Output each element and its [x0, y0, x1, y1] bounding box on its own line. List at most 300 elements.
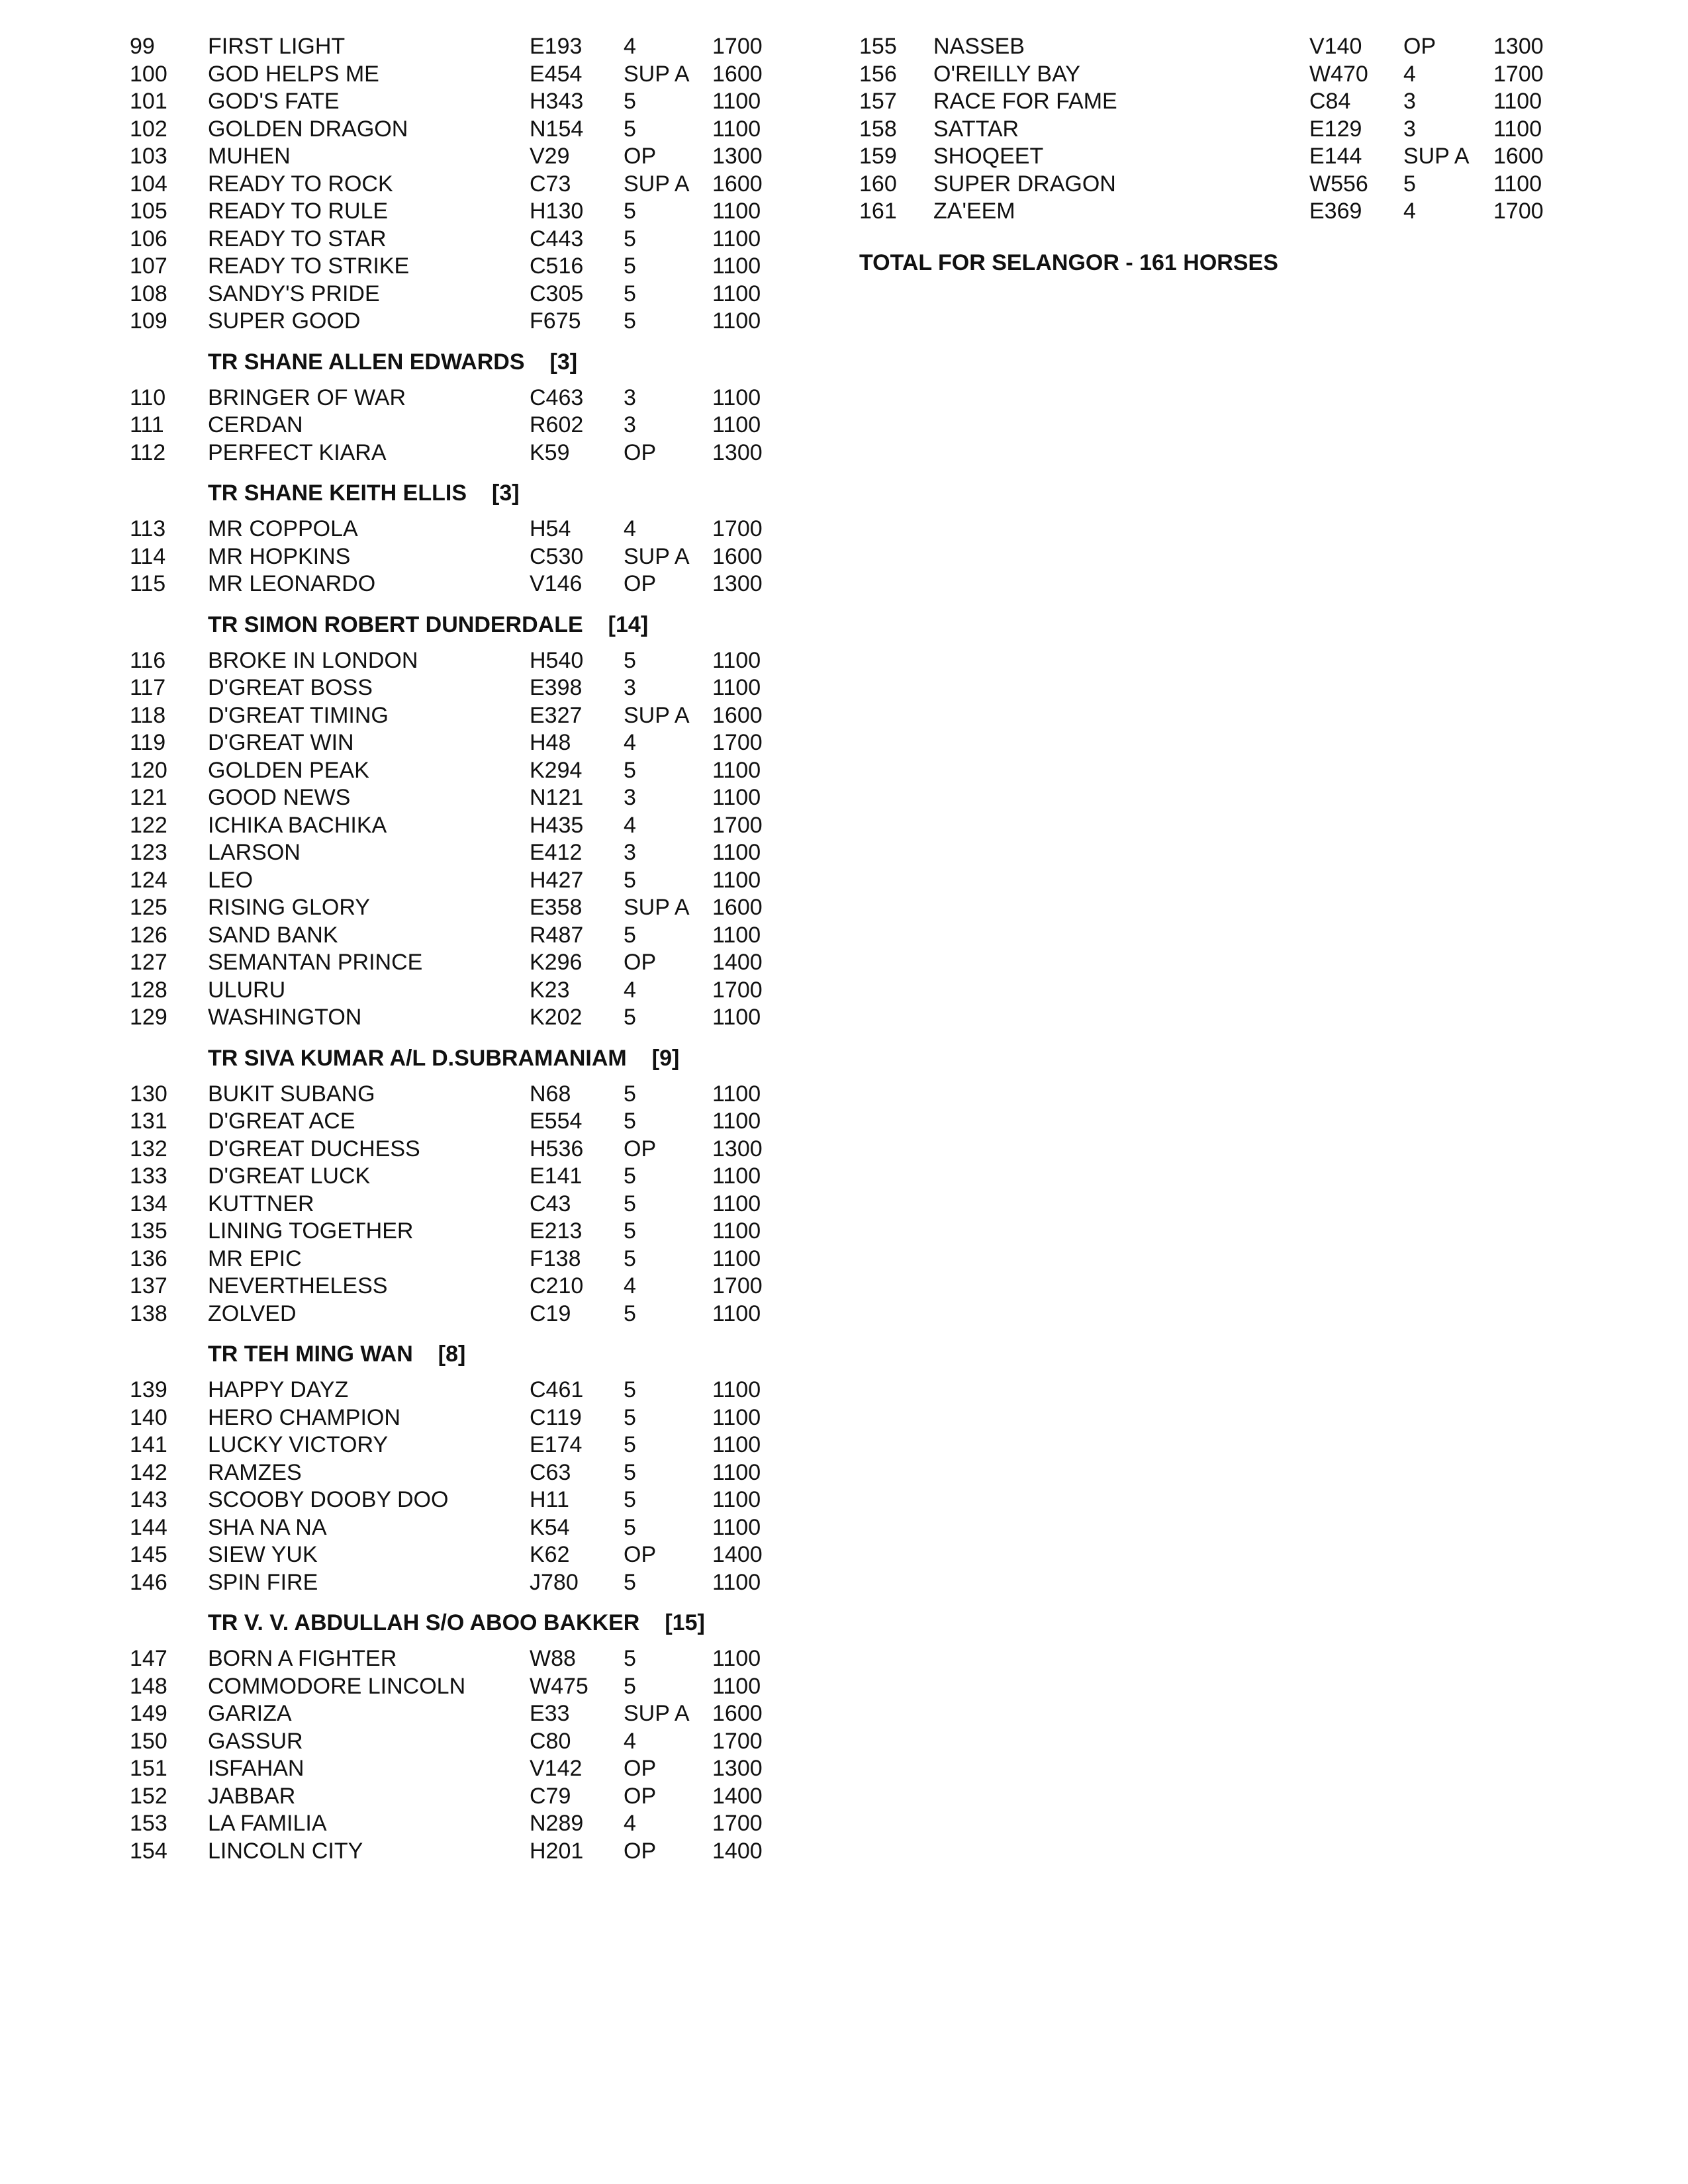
- horse-class: 3: [1403, 89, 1416, 114]
- horse-name: RISING GLORY: [208, 895, 370, 920]
- horse-rating: 1100: [712, 675, 761, 700]
- horse-name: D'GREAT TIMING: [208, 702, 389, 728]
- horse-rating: 1100: [712, 412, 761, 437]
- horse-number: 157: [859, 89, 897, 114]
- horse-row: [130, 784, 792, 812]
- horse-rating: 1100: [712, 385, 761, 410]
- horse-row: [130, 1645, 792, 1673]
- trainer-name: TR TEH MING WAN: [208, 1342, 413, 1367]
- horse-row: [130, 116, 792, 144]
- horse-row: [130, 1810, 792, 1838]
- trainer-name: TR SIMON ROBERT DUNDERDALE: [208, 612, 583, 637]
- trainer-horse-count: [14]: [608, 612, 649, 637]
- horse-rating: 1100: [712, 1163, 761, 1189]
- horse-code: N289: [530, 1811, 584, 1836]
- horse-row: [859, 198, 1587, 226]
- horse-class: 5: [624, 1459, 636, 1485]
- horse-class: 4: [624, 1728, 636, 1754]
- horse-code: H540: [530, 647, 584, 673]
- horse-code: C443: [530, 226, 584, 251]
- horse-class: 5: [624, 226, 636, 251]
- horse-class: OP: [624, 439, 657, 465]
- horse-number: 110: [130, 385, 166, 410]
- horse-class: 5: [624, 1673, 636, 1699]
- horse-rating: 1400: [712, 1542, 763, 1567]
- horse-number: 136: [130, 1246, 167, 1271]
- horse-class: 5: [624, 922, 636, 948]
- horse-number: 111: [130, 412, 164, 437]
- trainer-horse-count: [9]: [651, 1045, 680, 1071]
- horse-name: D'GREAT WIN: [208, 730, 354, 755]
- horse-code: H427: [530, 867, 584, 893]
- horse-code: E144: [1309, 144, 1362, 169]
- horse-number: 125: [130, 895, 167, 920]
- horse-rating: 1400: [712, 1838, 763, 1864]
- horse-number: 107: [130, 253, 167, 279]
- horse-class: 5: [624, 1005, 636, 1030]
- horse-number: 129: [130, 1005, 167, 1030]
- horse-row: [130, 1728, 792, 1756]
- horse-number: 137: [130, 1273, 167, 1298]
- horse-class: 4: [624, 516, 636, 541]
- horse-class: 5: [624, 647, 636, 673]
- horse-code: C73: [530, 171, 571, 197]
- horse-name: D'GREAT LUCK: [208, 1163, 371, 1189]
- horse-code: C305: [530, 281, 584, 306]
- trainer-heading: [130, 605, 792, 645]
- horse-number: 156: [859, 61, 897, 87]
- horse-code: E398: [530, 675, 583, 700]
- horse-number: 103: [130, 144, 167, 169]
- horse-rating: 1300: [1493, 34, 1544, 59]
- horse-number: 105: [130, 199, 167, 224]
- horse-row: [859, 143, 1587, 171]
- horse-code: K294: [530, 757, 583, 783]
- horse-class: OP: [624, 144, 657, 169]
- horse-name: MR HOPKINS: [208, 543, 351, 569]
- horse-rating: 1100: [712, 1005, 761, 1030]
- horse-number: 104: [130, 171, 167, 197]
- horse-row: [130, 1136, 792, 1163]
- horse-rating: 1100: [712, 1081, 761, 1107]
- horse-class: SUP A: [624, 543, 690, 569]
- horse-class: 5: [624, 199, 636, 224]
- horse-code: E358: [530, 895, 583, 920]
- trainer-heading: [130, 1038, 792, 1078]
- horse-number: 117: [130, 675, 166, 700]
- horse-code: K59: [530, 439, 570, 465]
- horse-class: 4: [624, 34, 636, 59]
- horse-class: 4: [624, 812, 636, 838]
- horse-class: 5: [624, 1646, 636, 1671]
- horse-class: 3: [624, 840, 636, 865]
- horse-number: 122: [130, 812, 167, 838]
- horse-number: 139: [130, 1377, 167, 1402]
- horse-code: H48: [530, 730, 571, 755]
- horse-row: [130, 1432, 792, 1459]
- horse-rating: 1100: [712, 1377, 761, 1402]
- horse-code: C119: [530, 1404, 582, 1430]
- horse-row: [130, 839, 792, 867]
- horse-class: 5: [624, 1163, 636, 1189]
- horse-code: K23: [530, 977, 570, 1003]
- horse-row: [130, 1755, 792, 1783]
- horse-row: [130, 516, 792, 543]
- trainer-name: TR V. V. ABDULLAH S/O ABOO BAKKER: [208, 1610, 640, 1635]
- horse-name: RAMZES: [208, 1459, 302, 1485]
- horse-class: OP: [624, 571, 657, 596]
- horse-name: SHOQEET: [933, 144, 1044, 169]
- horse-code: H11: [530, 1487, 569, 1512]
- horse-row: [130, 1004, 792, 1032]
- trainer-group: [130, 473, 792, 598]
- horse-number: 128: [130, 977, 167, 1003]
- horse-code: W88: [530, 1646, 576, 1671]
- horse-name: GOLDEN DRAGON: [208, 116, 408, 142]
- horse-number: 121: [130, 785, 167, 810]
- horse-name: CERDAN: [208, 412, 303, 437]
- horse-name: READY TO STAR: [208, 226, 387, 251]
- horse-row: [130, 385, 792, 412]
- horse-row: [130, 1218, 792, 1246]
- horse-name: SATTAR: [933, 116, 1019, 142]
- horse-rating: 1100: [712, 1487, 761, 1512]
- horse-rating: 1400: [712, 950, 763, 975]
- horse-number: 133: [130, 1163, 167, 1189]
- horse-row: [130, 949, 792, 977]
- horse-number: 124: [130, 867, 167, 893]
- horse-name: GASSUR: [208, 1728, 303, 1754]
- horse-rating: 1400: [712, 1783, 763, 1809]
- horse-code: E129: [1309, 116, 1362, 142]
- horse-class: OP: [624, 1756, 657, 1781]
- trainer-group: [130, 605, 792, 1032]
- horse-number: 141: [130, 1432, 167, 1457]
- horse-row: [130, 1108, 792, 1136]
- horse-class: 5: [624, 1109, 636, 1134]
- horse-name: SHA NA NA: [208, 1514, 327, 1540]
- horse-code: F675: [530, 308, 581, 334]
- horse-name: SIEW YUK: [208, 1542, 318, 1567]
- horse-row: [130, 33, 792, 61]
- horse-class: 4: [624, 730, 636, 755]
- horse-code: C84: [1309, 89, 1351, 114]
- horse-name: JABBAR: [208, 1783, 296, 1809]
- horse-rating: 1100: [712, 867, 761, 893]
- horse-row: [130, 281, 792, 308]
- horse-class: 5: [624, 1218, 636, 1244]
- horse-name: ZOLVED: [208, 1300, 297, 1326]
- horse-name: NASSEB: [933, 34, 1025, 59]
- horse-code: E213: [530, 1218, 583, 1244]
- trainer-horse-count: [8]: [438, 1342, 466, 1367]
- horse-name: LUCKY VICTORY: [208, 1432, 389, 1457]
- horse-row: [130, 1377, 792, 1404]
- horse-name: COMMODORE LINCOLN: [208, 1673, 466, 1699]
- horse-name: RACE FOR FAME: [933, 89, 1117, 114]
- horse-name: READY TO STRIKE: [208, 253, 410, 279]
- horse-rating: 1300: [712, 439, 763, 465]
- horse-class: 5: [624, 1300, 636, 1326]
- horse-number: 149: [130, 1701, 167, 1726]
- horse-row: [130, 757, 792, 785]
- horse-name: ULURU: [208, 977, 286, 1003]
- horse-rating: 1700: [1493, 61, 1544, 87]
- trainer-heading: [130, 473, 792, 513]
- horse-row: [130, 61, 792, 89]
- horse-code: E454: [530, 61, 583, 87]
- horse-number: 144: [130, 1514, 167, 1540]
- horse-class: OP: [1403, 34, 1436, 59]
- horse-class: SUP A: [624, 61, 690, 87]
- trainer-group: [130, 342, 792, 467]
- horse-class: 5: [624, 308, 636, 334]
- horse-row: [130, 439, 792, 467]
- horse-name: LA FAMILIA: [208, 1811, 327, 1836]
- horse-class: 4: [624, 1273, 636, 1298]
- horse-rating: 1100: [712, 1109, 761, 1134]
- horse-code: K62: [530, 1542, 570, 1567]
- horse-row: [130, 1514, 792, 1542]
- horse-class: 4: [1403, 199, 1416, 224]
- horse-rating: 1100: [712, 1569, 761, 1595]
- horse-number: 142: [130, 1459, 167, 1485]
- horse-rating: 1100: [712, 840, 761, 865]
- horse-number: 140: [130, 1404, 167, 1430]
- horse-rating: 1100: [712, 785, 761, 810]
- horse-rating: 1100: [712, 199, 761, 224]
- horse-rating: 1100: [712, 757, 761, 783]
- horse-code: K296: [530, 950, 583, 975]
- trainer-group: [130, 1038, 792, 1328]
- horse-number: 116: [130, 647, 166, 673]
- horse-number: 148: [130, 1673, 167, 1699]
- trainer-horse-count: [15]: [665, 1610, 705, 1635]
- horse-rating: 1100: [712, 1246, 761, 1271]
- horse-rating: 1100: [1493, 89, 1542, 114]
- horse-code: C463: [530, 385, 584, 410]
- horse-name: ZA'EEM: [933, 199, 1015, 224]
- horse-code: N68: [530, 1081, 571, 1107]
- horse-name: LINCOLN CITY: [208, 1838, 363, 1864]
- horse-number: 154: [130, 1838, 167, 1864]
- horse-code: V142: [530, 1756, 583, 1781]
- horse-rating: 1700: [712, 516, 763, 541]
- horse-rating: 1100: [712, 1404, 761, 1430]
- horse-rating: 1100: [712, 1218, 761, 1244]
- total-line: TOTAL FOR SELANGOR - 161 HORSES: [859, 250, 1278, 275]
- horse-number: 126: [130, 922, 167, 948]
- trainer-name: TR SIVA KUMAR A/L D.SUBRAMANIAM: [208, 1045, 627, 1071]
- horse-rating: 1100: [712, 281, 761, 306]
- horse-row: [130, 1300, 792, 1328]
- horse-row: [130, 867, 792, 895]
- horse-code: E141: [530, 1163, 583, 1189]
- horse-row: [130, 1541, 792, 1569]
- horse-rating: 1600: [712, 1701, 763, 1726]
- horse-name: MR COPPOLA: [208, 516, 358, 541]
- horse-name: PERFECT KIARA: [208, 439, 387, 465]
- horse-class: SUP A: [1403, 144, 1470, 169]
- horse-number: 113: [130, 516, 166, 541]
- horse-number: 152: [130, 1783, 167, 1809]
- horse-name: MUHEN: [208, 144, 291, 169]
- horse-name: MR EPIC: [208, 1246, 302, 1271]
- horse-row: [130, 1191, 792, 1218]
- horse-row: [130, 412, 792, 439]
- horse-number: 159: [859, 144, 897, 169]
- left-column: [130, 33, 792, 1865]
- horse-row: [859, 116, 1587, 144]
- horse-class: OP: [624, 1783, 657, 1809]
- horse-name: O'REILLY BAY: [933, 61, 1080, 87]
- horse-row: [130, 812, 792, 840]
- entry-group: [130, 33, 792, 336]
- horse-code: C80: [530, 1728, 571, 1754]
- horse-number: 101: [130, 89, 167, 114]
- horse-row: [859, 171, 1587, 199]
- horse-code: H201: [530, 1838, 584, 1864]
- horse-class: 3: [624, 785, 636, 810]
- horse-name: BRINGER OF WAR: [208, 385, 406, 410]
- horse-code: W556: [1309, 171, 1368, 197]
- horse-row: [130, 702, 792, 730]
- horse-row: [130, 1673, 792, 1701]
- horse-rating: 1300: [712, 1136, 763, 1161]
- horse-class: 4: [1403, 61, 1416, 87]
- horse-rating: 1100: [712, 253, 761, 279]
- horse-class: OP: [624, 1542, 657, 1567]
- horse-name: GOLDEN PEAK: [208, 757, 369, 783]
- horse-row: [130, 1459, 792, 1487]
- horse-rating: 1600: [1493, 144, 1544, 169]
- horse-class: 5: [624, 867, 636, 893]
- horse-rating: 1100: [712, 1514, 761, 1540]
- horse-class: 5: [624, 89, 636, 114]
- horse-row: [859, 33, 1587, 61]
- horse-rating: 1300: [712, 1756, 763, 1781]
- horse-number: 114: [130, 543, 166, 569]
- horse-row: [130, 922, 792, 950]
- horse-code: F138: [530, 1246, 581, 1271]
- horse-code: H435: [530, 812, 584, 838]
- horse-code: C210: [530, 1273, 584, 1298]
- horse-rating: 1700: [712, 812, 763, 838]
- horse-code: C19: [530, 1300, 571, 1326]
- horse-code: V29: [530, 144, 570, 169]
- trainer-group: [130, 1603, 792, 1865]
- horse-name: GOOD NEWS: [208, 785, 351, 810]
- horse-row: [130, 1486, 792, 1514]
- horse-number: 100: [130, 61, 167, 87]
- horse-code: K54: [530, 1514, 570, 1540]
- horse-class: 5: [624, 1514, 636, 1540]
- horse-name: LARSON: [208, 840, 301, 865]
- horse-class: 5: [624, 1081, 636, 1107]
- horse-class: OP: [624, 1838, 657, 1864]
- horse-code: W475: [530, 1673, 588, 1699]
- horse-name: HAPPY DAYZ: [208, 1377, 349, 1402]
- horse-name: GOD'S FATE: [208, 89, 340, 114]
- horse-code: E33: [530, 1701, 570, 1726]
- horse-name: SPIN FIRE: [208, 1569, 318, 1595]
- horse-name: SAND BANK: [208, 922, 338, 948]
- trainer-heading: [130, 342, 792, 382]
- horse-class: 3: [624, 412, 636, 437]
- horse-class: 5: [624, 1246, 636, 1271]
- horse-name: D'GREAT DUCHESS: [208, 1136, 420, 1161]
- horse-rating: 1100: [712, 226, 761, 251]
- horse-row: [130, 1700, 792, 1728]
- horse-row: [130, 171, 792, 199]
- horse-rating: 1300: [712, 571, 763, 596]
- horse-row: [130, 226, 792, 253]
- horse-rating: 1700: [712, 730, 763, 755]
- horse-rating: 1700: [712, 1728, 763, 1754]
- horse-code: C43: [530, 1191, 571, 1216]
- horse-code: E412: [530, 840, 583, 865]
- horse-row: [130, 894, 792, 922]
- horse-name: D'GREAT ACE: [208, 1109, 355, 1134]
- horse-number: 158: [859, 116, 897, 142]
- horse-rating: 1700: [712, 1273, 763, 1298]
- horse-rating: 1700: [712, 34, 763, 59]
- horse-number: 131: [130, 1109, 167, 1134]
- horse-number: 147: [130, 1646, 167, 1671]
- horse-code: W470: [1309, 61, 1368, 87]
- horse-number: 119: [130, 730, 166, 755]
- horse-class: 5: [624, 281, 636, 306]
- horse-class: 5: [624, 253, 636, 279]
- horse-row: [130, 543, 792, 571]
- horse-code: R602: [530, 412, 584, 437]
- horse-row: [130, 1569, 792, 1597]
- horse-rating: 1700: [712, 1811, 763, 1836]
- horse-rating: 1100: [712, 1432, 761, 1457]
- horse-number: 134: [130, 1191, 167, 1216]
- horse-row: [130, 570, 792, 598]
- horse-rating: 1100: [712, 1191, 761, 1216]
- horse-code: H54: [530, 516, 571, 541]
- horse-name: BROKE IN LONDON: [208, 647, 418, 673]
- horse-number: 135: [130, 1218, 167, 1244]
- horse-name: SCOOBY DOOBY DOO: [208, 1487, 449, 1512]
- horse-class: 4: [624, 1811, 636, 1836]
- horse-name: GARIZA: [208, 1701, 292, 1726]
- horse-class: 5: [1403, 171, 1416, 197]
- horse-number: 112: [130, 439, 166, 465]
- horse-class: 3: [624, 385, 636, 410]
- horse-name: D'GREAT BOSS: [208, 675, 373, 700]
- horse-number: 153: [130, 1811, 167, 1836]
- trainer-heading: [130, 1334, 792, 1374]
- trainer-name: TR SHANE KEITH ELLIS: [208, 480, 467, 506]
- horse-name: BORN A FIGHTER: [208, 1646, 397, 1671]
- horse-rating: 1100: [712, 1459, 761, 1485]
- horse-number: 109: [130, 308, 167, 334]
- horse-rating: 1600: [712, 61, 763, 87]
- horse-code: E554: [530, 1109, 583, 1134]
- horse-name: SUPER GOOD: [208, 308, 361, 334]
- horse-code: E193: [530, 34, 583, 59]
- horse-row: [130, 253, 792, 281]
- horse-code: C79: [530, 1783, 571, 1809]
- horse-number: 160: [859, 171, 897, 197]
- horse-name: NEVERTHELESS: [208, 1273, 388, 1298]
- horse-rating: 1100: [712, 1300, 761, 1326]
- horse-row: [130, 1081, 792, 1109]
- horse-code: E174: [530, 1432, 583, 1457]
